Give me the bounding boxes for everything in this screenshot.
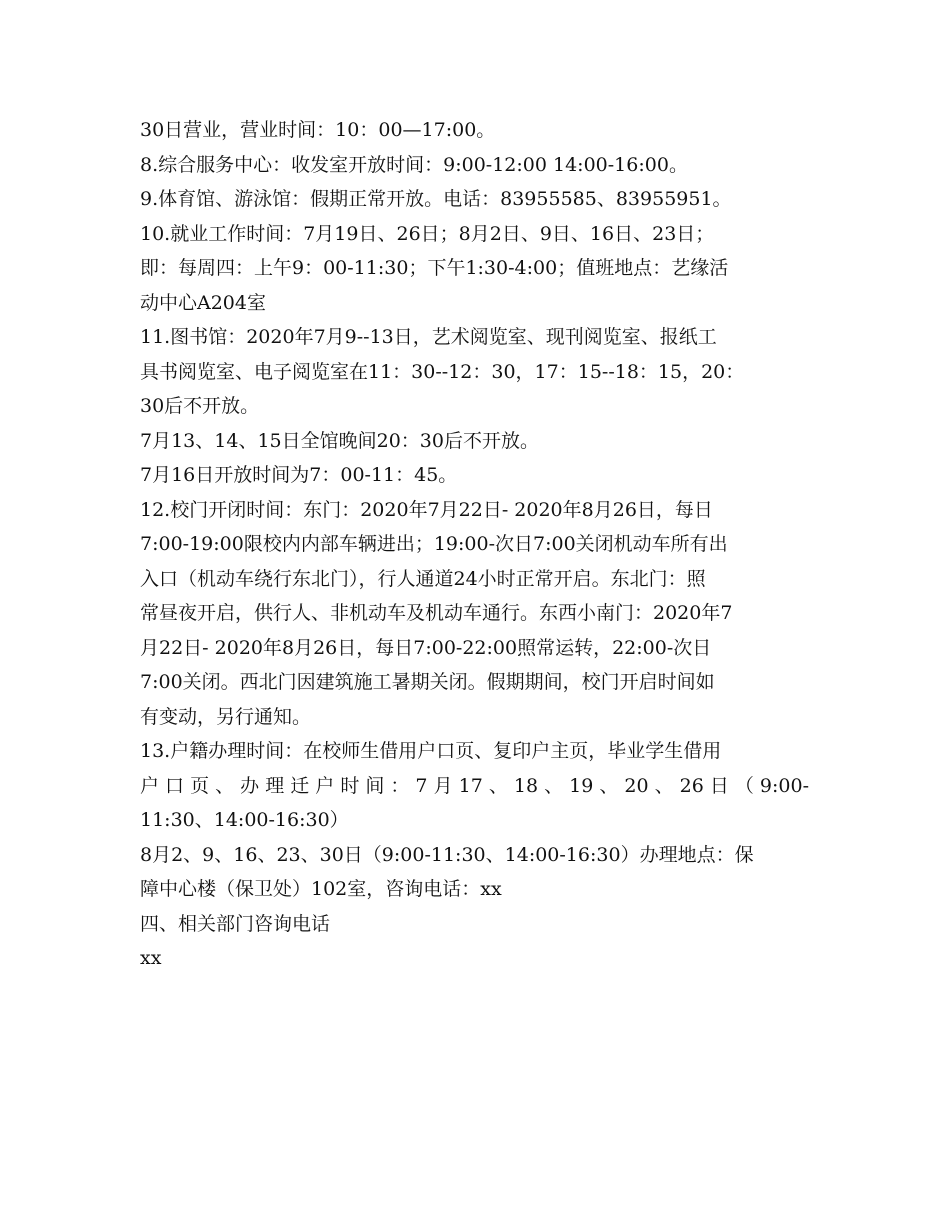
text-line: 具书阅览室、电子阅览室在11：30--12：30，17：15--18：15，20：	[140, 360, 745, 383]
text-line: 10.就业工作时间：7月19日、26日；8月2日、9日、16日、23日；	[140, 222, 715, 245]
text-line: 7月16日开放时间为7：00-11：45。	[140, 464, 458, 486]
text-line: 13.户籍办理时间：在校师生借用户口页、复印户主页，毕业学生借用	[140, 740, 722, 762]
text-line: 即：每周四：上午9：00-11:30；下午1:30-4:00；值班地点：艺缘活	[140, 257, 729, 279]
text-line: 月22日- 2020年8月26日，每日7:00-22:00照常运转，22:00-次日	[140, 636, 712, 659]
text-line: 障中心楼（保卫处）102室，咨询电话：xx	[140, 878, 502, 900]
text-line: 8.综合服务中心：收发室开放时间：9:00-12:00 14:00-16:00。	[140, 153, 688, 176]
text-line: 7月13、14、15日全馆晚间20：30后不开放。	[140, 429, 539, 452]
text-line: 30后不开放。	[140, 395, 260, 417]
text-line: 有变动，另行通知。	[140, 705, 312, 728]
text-line: 9.体育馆、游泳馆：假期正常开放。电话：83955585、83955951。	[140, 188, 732, 210]
text-line: 常昼夜开启，供行人、非机动车及机动车通行。东西小南门：2020年7	[140, 602, 733, 624]
text-line: 动中心A204室	[140, 291, 266, 314]
text-line: 7:00-19:00限校内内部车辆进出；19:00-次日7:00关闭机动车所有出	[140, 533, 728, 555]
text-line: 30日营业，营业时间：10：00—17:00。	[140, 119, 496, 141]
text-line: 11.图书馆：2020年7月9--13日，艺术阅览室、现刊阅览室、报纸工	[140, 326, 717, 348]
document-body	[140, 113, 820, 976]
text-line: xx	[140, 947, 162, 969]
text-line: 户 口 页 、 办 理 迁 户 时 间 ： 7 月 17 、 18 、 19 、 20 、 26 日 （ 9:00-	[140, 774, 810, 797]
text-line: 入口（机动车绕行东北门），行人通道24小时正常开启。东北门：照	[140, 567, 706, 590]
text-line: 7:00关闭。西北门因建筑施工暑期关闭。假期期间，校门开启时间如	[140, 671, 715, 693]
text-line: 12.校门开闭时间：东门：2020年7月22日- 2020年8月26日，每日	[140, 498, 713, 521]
section-heading: 四、相关部门咨询电话	[140, 912, 331, 935]
text-line: 11:30、14:00-16:30）	[140, 809, 349, 831]
text-line: 8月2、9、16、23、30日（9:00-11:30、14:00-16:30）办理地点：保	[140, 843, 754, 866]
